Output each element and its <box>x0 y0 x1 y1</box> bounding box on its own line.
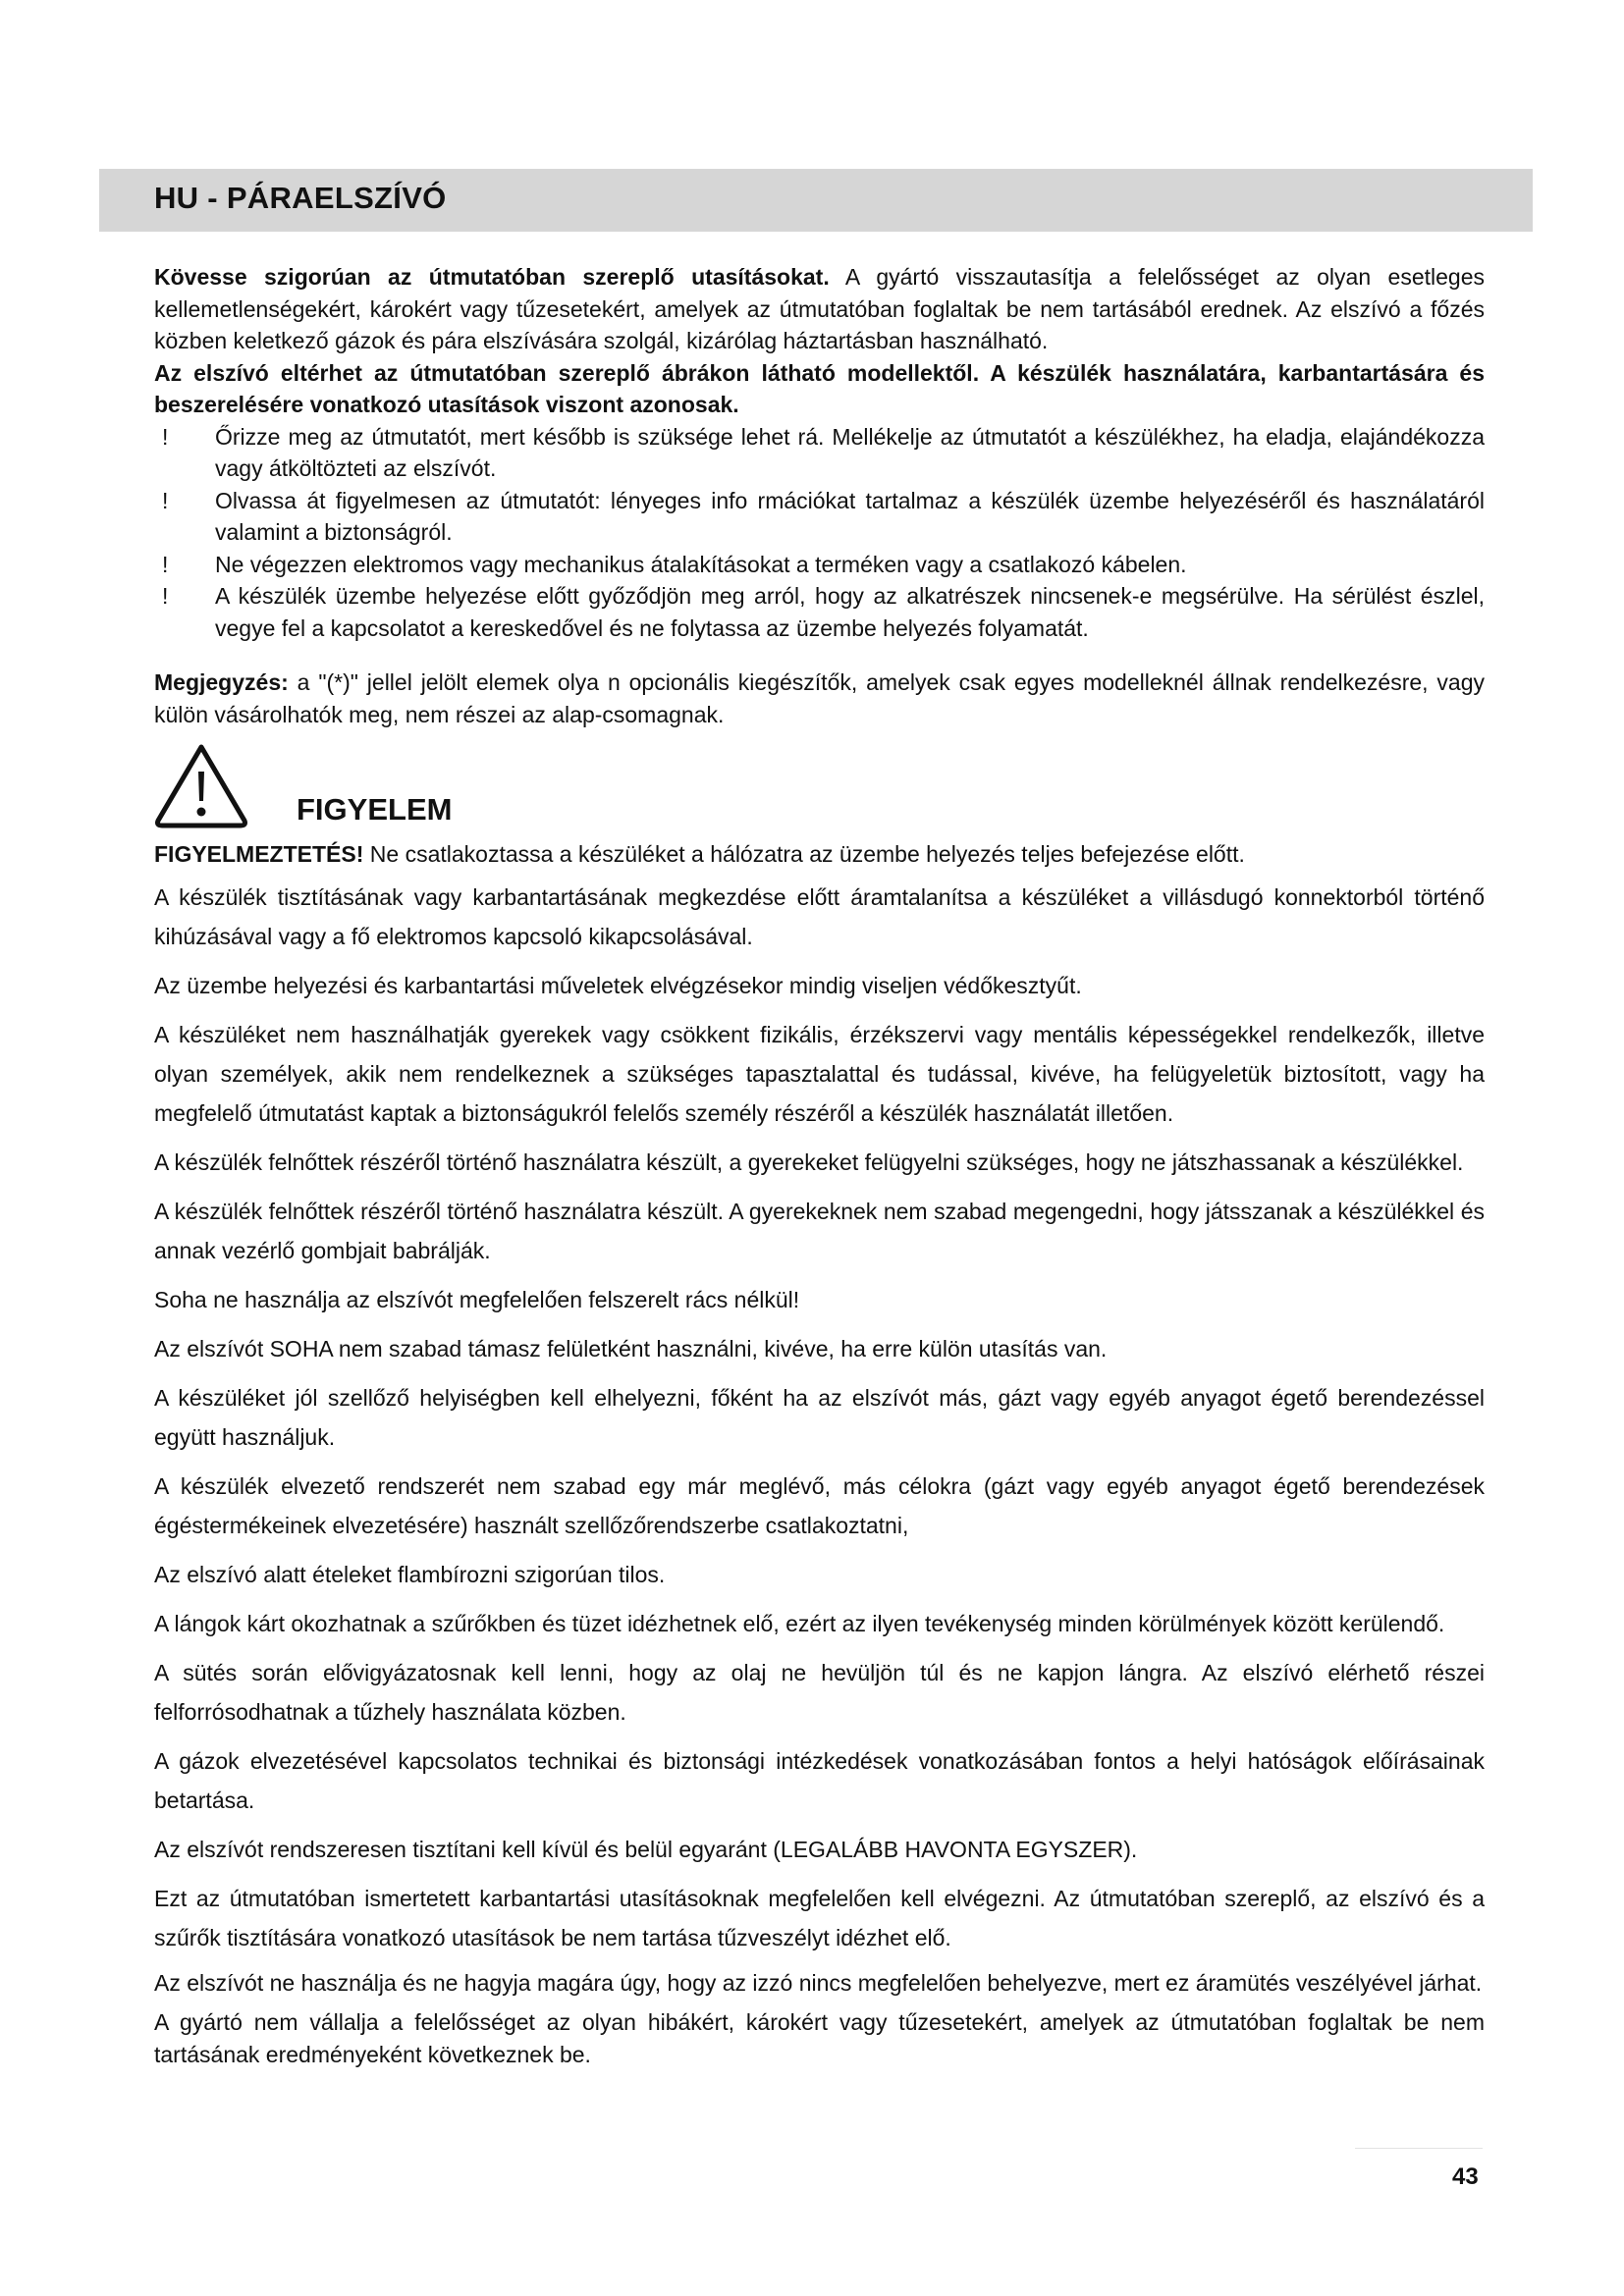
warning-paragraph: A sütés során elővigyázatosnak kell lenni, hogy az olaj ne hevüljön túl és ne kapjon lángra. Az elszívó elérhető részei felforrósodhatnak a tűzhely használata közben. <box>154 1660 1485 1725</box>
warning-paragraph: Az elszívót ne használja és ne hagyja magára úgy, hogy az izzó nincs megfelelően behelyezve, mert ez áramütés veszélyével járhat. <box>154 1970 1483 1996</box>
warning-paragraph: A gyártó nem vállalja a felelősséget az olyan hibákért, károkért vagy tűzesetekért, amelyek az útmutatóban foglaltak be nem tartásának eredményeként következnek be. <box>154 2009 1485 2067</box>
exclamation-mark: ! <box>162 583 169 609</box>
warning-paragraph: A készüléket jól szellőző helyiségben kell elhelyezni, főként ha az elszívót más, gázt vagy egyéb anyagot égető berendezéssel együtt használjuk. <box>154 1385 1485 1450</box>
note-paragraph <box>154 667 1485 730</box>
warning-heading <box>154 750 1485 838</box>
list-item <box>154 580 1485 644</box>
warning-lead <box>154 838 1485 871</box>
document-body <box>154 261 1485 2078</box>
warning-paragraph: Ezt az útmutatóban ismertetett karbantartási utasításoknak megfelelően kell elvégezni. Az útmutatóban szereplő, az elszívó és a szűrők tisztítására vonatkozó utasítások be nem tartása tűzveszélyt idézhet elő. <box>154 1886 1485 1950</box>
warning-paragraph: A lángok kárt okozhatnak a szűrőkben és tüzet idézhetnek elő, ezért az ilyen tevékenység minden körülmények között kerülendő. <box>154 1611 1445 1636</box>
exclamation-mark: ! <box>162 423 169 450</box>
warning-paragraph: A készülék felnőttek részéről történő használatra készült. A gyerekeknek nem szabad megengedni, hogy játsszanak a készülékkel és annak vezérlő gombjait babrálják. <box>154 1199 1485 1263</box>
warning-paragraph: A készüléket nem használhatják gyerekek vagy csökkent fizikális, érzékszervi vagy mentális képességekkel rendelkezők, illetve olyan személyek, akik nem rendelkeznek a szükséges tapasztalattal és tudással, kivéve, ha felügyeletük biztosított, vagy ha megfelelő útmutatást kaptak a biztonságukról felelős személy részéről a készülék használatát illetően. <box>154 1022 1485 1126</box>
exclamation-mark: ! <box>162 487 169 513</box>
page-number: 43 <box>1452 2163 1479 2190</box>
intro-text: A gyártó visszautasítja a felelősséget az olyan esetleges kellemetlenségekért, károkért vagy tűzesetekért, amelyek az útmutatóban foglaltak be nem tartásából erednek. Az elszívó a főzés közben keletkező gázok és pára elszívására szolgál, kizárólag háztartásban használható. <box>154 264 1485 353</box>
page-title: HU - PÁRAELSZÍVÓ <box>154 181 447 215</box>
intro-paragraph-1 <box>154 261 1485 357</box>
list-item <box>154 549 1485 581</box>
warning-paragraph: A gázok elvezetésével kapcsolatos technikai és biztonsági intézkedések vonatkozásában fontos a helyi hatóságok előírásainak betartása. <box>154 1748 1485 1813</box>
footer-rule <box>1355 2148 1483 2149</box>
section-header <box>99 169 1533 232</box>
list-item-text: Őrizze meg az útmutatót, mert később is szüksége lehet rá. Mellékelje az útmutatót a készülékhez, ha eladja, elajándékozza vagy átköltözteti az elszívót. <box>215 423 1485 481</box>
list-item-text: A készülék üzembe helyezése előtt győződjön meg arról, hogy az alkatrészek nincsenek-e megsérülve. Ha sérülést észlel, vegye fel a kapcsolatot a kereskedővel és ne folytassa az üzembe helyezés folyamatát. <box>215 583 1485 641</box>
intro-bold-lead: Kövesse szigorúan az útmutatóban szereplő utasításokat. <box>154 264 830 290</box>
warning-paragraph: A készülék tisztításának vagy karbantartásának megkezdése előtt áramtalanítsa a készüléket a villásdugó konnektorból történő kihúzásával vagy a fő elektromos kapcsoló kikapcsolásával. <box>154 884 1485 949</box>
warning-paragraph: Az elszívó alatt ételeket flambírozni szigorúan tilos. <box>154 1562 666 1587</box>
list-item <box>154 485 1485 549</box>
warning-body <box>154 838 1485 2071</box>
warning-lead-text: Ne csatlakoztassa a készüléket a hálózatra az üzembe helyezés teljes befejezése előtt. <box>363 841 1245 867</box>
list-item <box>154 421 1485 485</box>
warning-paragraph: Az elszívót SOHA nem szabad támasz felületként használni, kivéve, ha erre külön utasítás van. <box>154 1336 1108 1362</box>
list-item-text: Olvassa át figyelmesen az útmutatót: lényeges info rmációkat tartalmaz a készülék üzembe helyezéséről és használatáról valamint a biztonságról. <box>215 487 1485 545</box>
instruction-list <box>154 421 1485 645</box>
warning-paragraph: Soha ne használja az elszívót megfelelően felszerelt rács nélkül! <box>154 1287 800 1312</box>
warning-paragraph: A készülék elvezető rendszerét nem szabad egy már meglévő, más célokra (gázt vagy egyéb anyagot égető berendezések égéstermékeinek elvezetésére) használt szellőzőrendszerbe csatlakoztatni, <box>154 1473 1485 1538</box>
warning-triangle-icon <box>152 742 250 830</box>
note-text: a "(*)" jellel jelölt elemek olya n opcionális kiegészítők, amelyek csak egyes modelleknél állnak rendelkezésre, vagy külön vásárolhatók meg, nem részei az alap-csomagnak. <box>154 669 1485 727</box>
warning-paragraph: A készülék felnőttek részéről történő használatra készült, a gyerekeket felügyelni szükséges, hogy ne játszhassanak a készülékkel. <box>154 1149 1464 1175</box>
warning-lead-bold: FIGYELMEZTETÉS! <box>154 841 364 867</box>
warning-paragraph: Az üzembe helyezési és karbantartási műveletek elvégzésekor mindig viseljen védőkesztyűt. <box>154 973 1082 998</box>
warning-paragraph: Az elszívót rendszeresen tisztítani kell kívül és belül egyaránt (LEGALÁBB HAVONTA EGYSZER). <box>154 1837 1138 1862</box>
exclamation-mark: ! <box>162 551 169 577</box>
intro-paragraph-2: Az elszívó eltérhet az útmutatóban szereplő ábrákon látható modellektől. A készülék használatára, karbantartására és beszerelésére vonatkozó utasítások viszont azonosak. <box>154 359 1485 417</box>
spacer <box>154 644 1485 667</box>
warning-title: FIGYELEM <box>297 792 453 827</box>
note-label: Megjegyzés: <box>154 669 289 695</box>
list-item-text: Ne végezzen elektromos vagy mechanikus átalakításokat a terméken vagy a csatlakozó kábelen. <box>215 551 1187 577</box>
